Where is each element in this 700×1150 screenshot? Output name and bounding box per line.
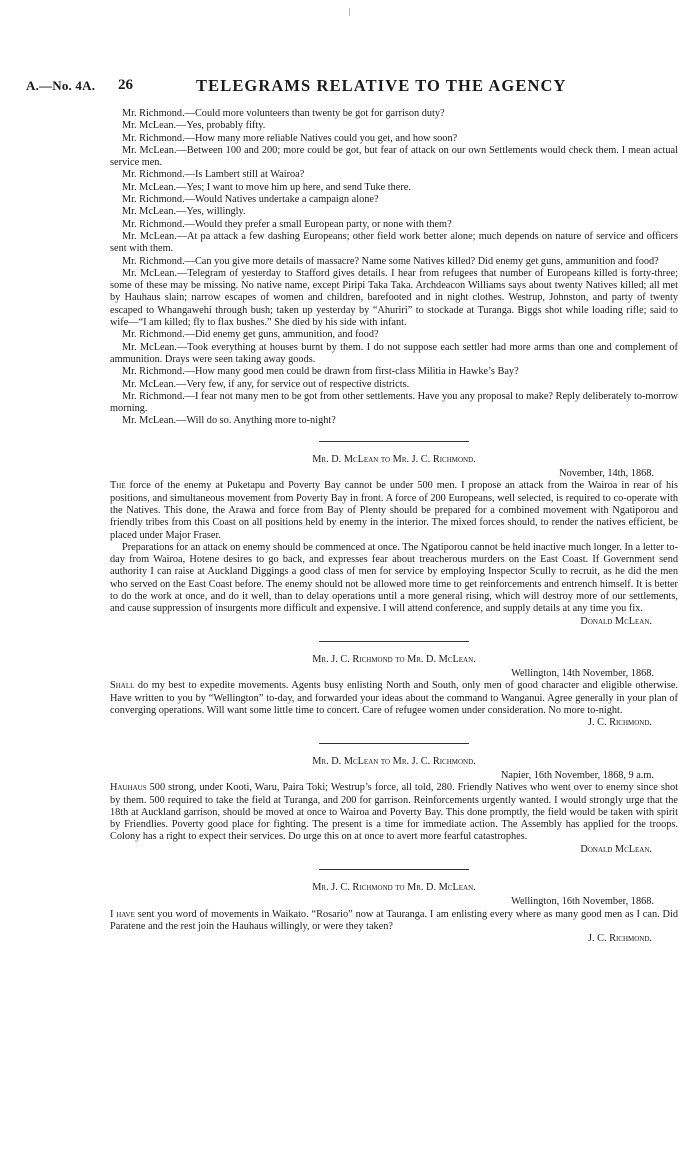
- telegram-date: Napier, 16th November, 1868, 9 a.m.: [500, 769, 654, 781]
- telegram-heading: Mr. D. McLean to Mr. J. C. Richmond.: [312, 453, 476, 465]
- signature: J. C. Richmond.: [587, 717, 652, 729]
- telegram-paragraph: [110, 680, 678, 717]
- dialogue-line: Mr. McLean.—Between 100 and 200; more could be got, but fear of attack on our own Settlements would check them. I mean actual service men.: [110, 144, 678, 169]
- paragraph-text: do my best to expedite movements. Agents busy enlisting North and South, only men of good character and eligible otherwise. Have written to you by “Wellington” to-day, and forwarded your ideas about the command to Wanganui. Agree generally in your plan of converging operations. Will want some little time to concert. Care of refugee women under consideration. No more to-night.: [110, 680, 679, 717]
- dialogue-section: [110, 108, 678, 428]
- paper-reference: A.—No. 4A.: [26, 78, 96, 93]
- telegram-date: Wellington, 14th November, 1868.: [511, 668, 654, 680]
- paragraph-text: sent you word of movements in Waikato. “Rosario” now at Tauranga. I am enlisting every where as many good men as I can. Did Paratene and the rest join the Hauhaus willingly, or were they taken?: [110, 908, 678, 932]
- paragraph-text: 500 strong, under Kooti, Waru, Paira Toki; Westrup’s force, all told, 280. Friendly Natives who went over to enemy since shot by them. 500 required to take the field at Turanga, and 200 for garrison. Reinforcements urgently wanted. I would strongly urge that the 18th at Auckland garrison, should be moved at once to Wairoa and Poverty Bay. This done promptly, the field would be taken with spirit by Friendlies. Poverty good place for fighting. The present is a time for immediate action. The Assembly has applied for the troops. Colony has a right to expect their services. Do urge this on at once to avert more fearful catastrophes.: [110, 782, 678, 843]
- dialogue-line: Mr. Richmond.—I fear not many men to be got from other settlements. Have you any proposal to make? Reply deliberately to-morrow morning.: [110, 390, 678, 415]
- dialogue-line: Mr. Richmond.—How many good men could be drawn from first-class Militia in Hawke’s Bay?: [122, 366, 519, 378]
- dialogue-line: Mr. McLean.—Yes, willingly.: [122, 206, 246, 218]
- dialogue-line: Mr. Richmond.—Did enemy get guns, ammunition, and food?: [122, 329, 379, 341]
- telegram-3: [110, 756, 678, 856]
- lead-word: Hauhaus: [110, 782, 147, 794]
- lead-word: I have: [110, 908, 135, 920]
- dialogue-line: Mr. McLean.—At pa attack a few dashing Europeans; other field work better alone; much depends on nature of service and officers sent with them.: [110, 230, 678, 255]
- running-title: TELEGRAMS RELATIVE TO THE AGENCY: [196, 76, 567, 95]
- telegram-1: [110, 454, 678, 628]
- telegram-paragraph: [110, 909, 678, 934]
- telegram-heading: Mr. J. C. Richmond to Mr. D. McLean.: [312, 653, 476, 665]
- dialogue-line: Mr. McLean.—Yes, probably fifty.: [122, 120, 266, 132]
- telegram-paragraph: [110, 782, 678, 843]
- signature: Donald McLean.: [580, 843, 652, 855]
- dialogue-line: Mr. Richmond.—Can you give more details of massacre? Name some Natives killed? Did enemy get guns, ammunition and food?: [122, 255, 659, 267]
- dialogue-line: Mr. McLean.—Took everything at houses burnt by them. I do not suppose each settler had more arms than one and complement of ammunition. Drays were seen taking away goods.: [110, 341, 678, 365]
- dialogue-line: Mr. Richmond.—Is Lambert still at Wairoa?: [122, 169, 305, 181]
- dialogue-line: Mr. McLean.—Will do so. Anything more to-night?: [122, 415, 336, 427]
- telegram-date: November, 14th, 1868.: [559, 468, 654, 480]
- telegram-4: [110, 882, 678, 945]
- dialogue-line: Mr. McLean.—Telegram of yesterday to Stafford gives details. I hear from refugees that number of Europeans killed is forty-three; some of these may be missing. No native name, except Piripi Taka Taka. Archdeacon Williams says about twenty Natives killed; all met by Hauhaus slain; narrow escapes of women and children, barefooted and in night clothes. Westrup, Johnston, and party of twenty escaped to Whangawehi through bush; taken up yesterday by “Ahuriri” to stockade at Turanga. Biggs shot while loading rifle; said to wife—“I am killed; fly to flax bushes.” She died by his side with infant.: [110, 267, 678, 329]
- dialogue-line: Mr. McLean.—Very few, if any, for service out of respective districts.: [122, 378, 410, 390]
- telegram-paragraph: [110, 480, 678, 541]
- page-body: [110, 108, 678, 946]
- dialogue-line: Mr. McLean.—Yes; I want to move him up here, and send Tuke there.: [122, 181, 411, 193]
- dialogue-line: Mr. Richmond.—Would Natives undertake a campaign alone?: [122, 194, 379, 206]
- section-divider: [319, 441, 469, 442]
- lead-word: Shall: [110, 680, 135, 692]
- telegram-paragraph: Preparations for an attack on enemy should be commenced at once. The Ngatiporou cannot be held inactive much longer. In a letter to-day from Wairoa, Hotene desires to go back, and expresses fear about treacherous murders on the East Coast. If Government send authority I can raise at Auckland Diggings a good class of men for service by employing Inspector Scully to recruit, as he did the men who served on the East Coast before. The enemy should not be allowed more time to get reinforcements and entrench himself. It is better to do the work at once, and do it well, than to delay operations until a more general rising, which will destroy more of our settlements, and cause suppression of insurgents more difficult and expensive. I will attend conference, and supply details at any time you fix.: [110, 541, 678, 615]
- telegram-date: Wellington, 16th November, 1868.: [511, 896, 654, 908]
- section-divider: [319, 641, 469, 642]
- section-divider: [319, 743, 469, 744]
- scan-mark: [349, 8, 350, 16]
- telegram-heading: Mr. J. C. Richmond to Mr. D. McLean.: [312, 882, 476, 894]
- page-header: [26, 78, 676, 100]
- section-divider: [319, 869, 469, 870]
- lead-word: The: [110, 480, 126, 492]
- dialogue-line: Mr. Richmond.—Would they prefer a small European party, or none with them?: [122, 218, 452, 230]
- page-number: 26: [118, 77, 133, 93]
- paragraph-text: force of the enemy at Puketapu and Poverty Bay cannot be under 500 men. I propose an attack from the Wairoa in rear of his positions, and simultaneous movement from Poverty Bay in front. A force of 200 Europeans, well selected, is required to co-operate with the Natives. This done, the Arawa and force from Bay of Plenty should be prepared for a combined movement with Ngatiporou and friendly tribes from this Coast on all positions held by enemy in the interior. The mixed forces should, to render the natives efficient, be placed under Major Fraser.: [110, 480, 678, 541]
- dialogue-line: Mr. Richmond.—Could more volunteers than twenty be got for garrison duty?: [122, 108, 445, 119]
- telegram-heading: Mr. D. McLean to Mr. J. C. Richmond.: [312, 755, 476, 767]
- signature: J. C. Richmond.: [587, 933, 652, 945]
- telegram-2: [110, 654, 678, 730]
- dialogue-line: Mr. Richmond.—How many more reliable Natives could you get, and how soon?: [122, 132, 458, 144]
- signature: Donald McLean.: [580, 615, 652, 627]
